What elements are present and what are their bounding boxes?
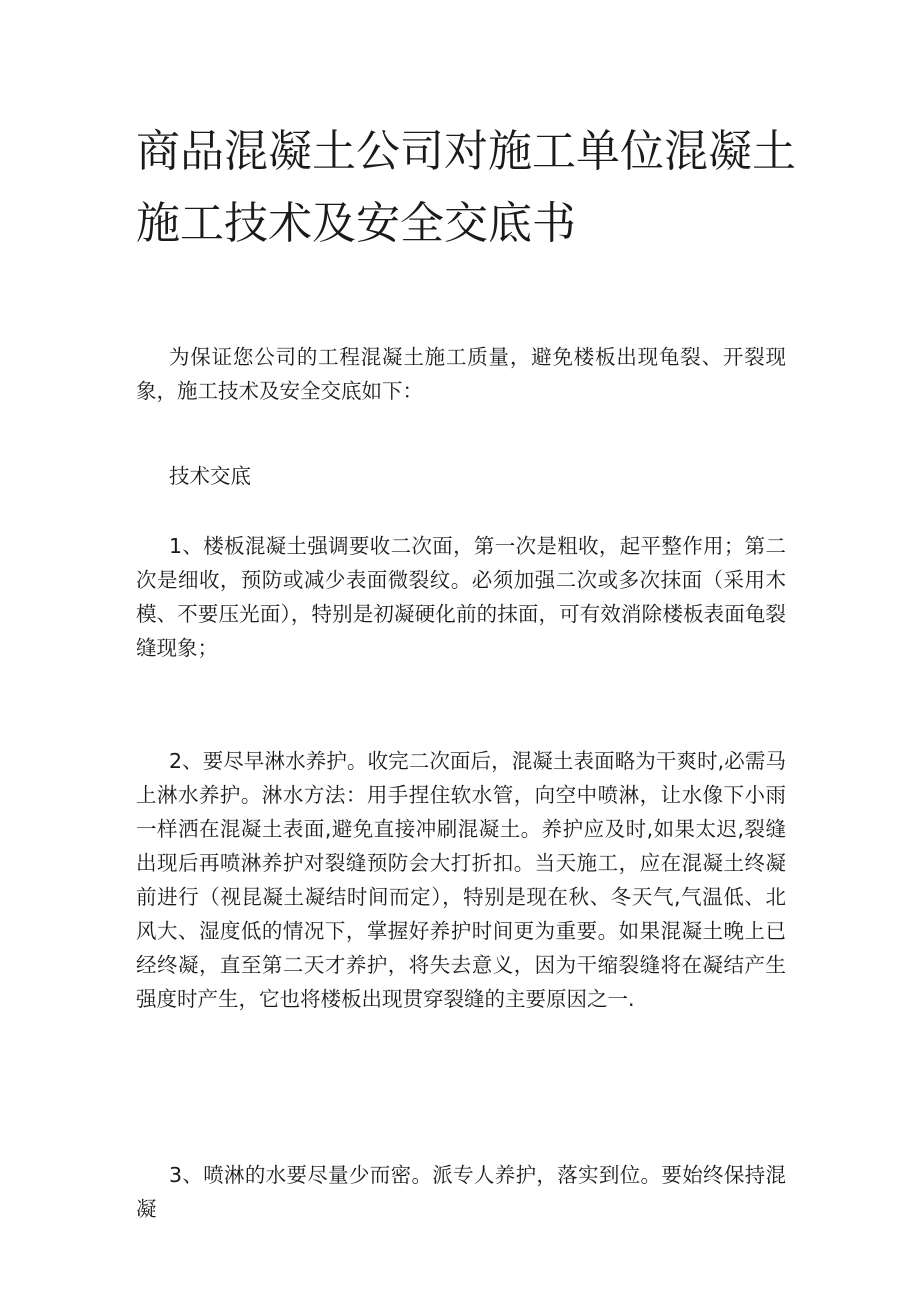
section-heading: 技术交底	[169, 464, 251, 488]
paragraph-2: 2、要尽早淋水养护。收完二次面后，混凝土表面略为干爽时,必需马上淋水养护。淋水方法：用手捏住软水管，向空中喷淋，让水像下小雨一样洒在混凝土表面,避免直接冲刷混凝土。养护应及时,如果太迟,裂缝出现后再喷淋养护对裂缝预防会大打折扣。当天施工，应在混凝土终凝前进行（视昆凝土凝结时间而定），特别是现在秋、冬天气,气温低、北风大、湿度低的情况下，掌握好养护时间更为重要。如果混凝土晚上已经终凝，直至第二天才养护，将失去意义，因为干缩裂缝将在凝结产生强度时产生，它也将楼板出现贯穿裂缝的主要原因之一.	[136, 749, 786, 1011]
paragraph-1: 1、楼板混凝土强调要收二次面，第一次是粗收，起平整作用；第二次是细收，预防或减少表面微裂纹。必须加强二次或多次抹面（采用木模、不要压光面），特别是初凝硬化前的抹面，可有效消除楼板表面龟裂缝现象；	[136, 534, 786, 660]
intro-paragraph: 为保证您公司的工程混凝土施工质量，避免楼板出现龟裂、开裂现象，施工技术及安全交底如下：	[136, 345, 786, 403]
paragraph-3: 3、喷淋的水要尽量少而密。派专人养护，落实到位。要始终保持混凝	[136, 1163, 786, 1221]
document-title: 商品混凝土公司对施工单位混凝土施工技术及安全交底书	[136, 126, 796, 249]
